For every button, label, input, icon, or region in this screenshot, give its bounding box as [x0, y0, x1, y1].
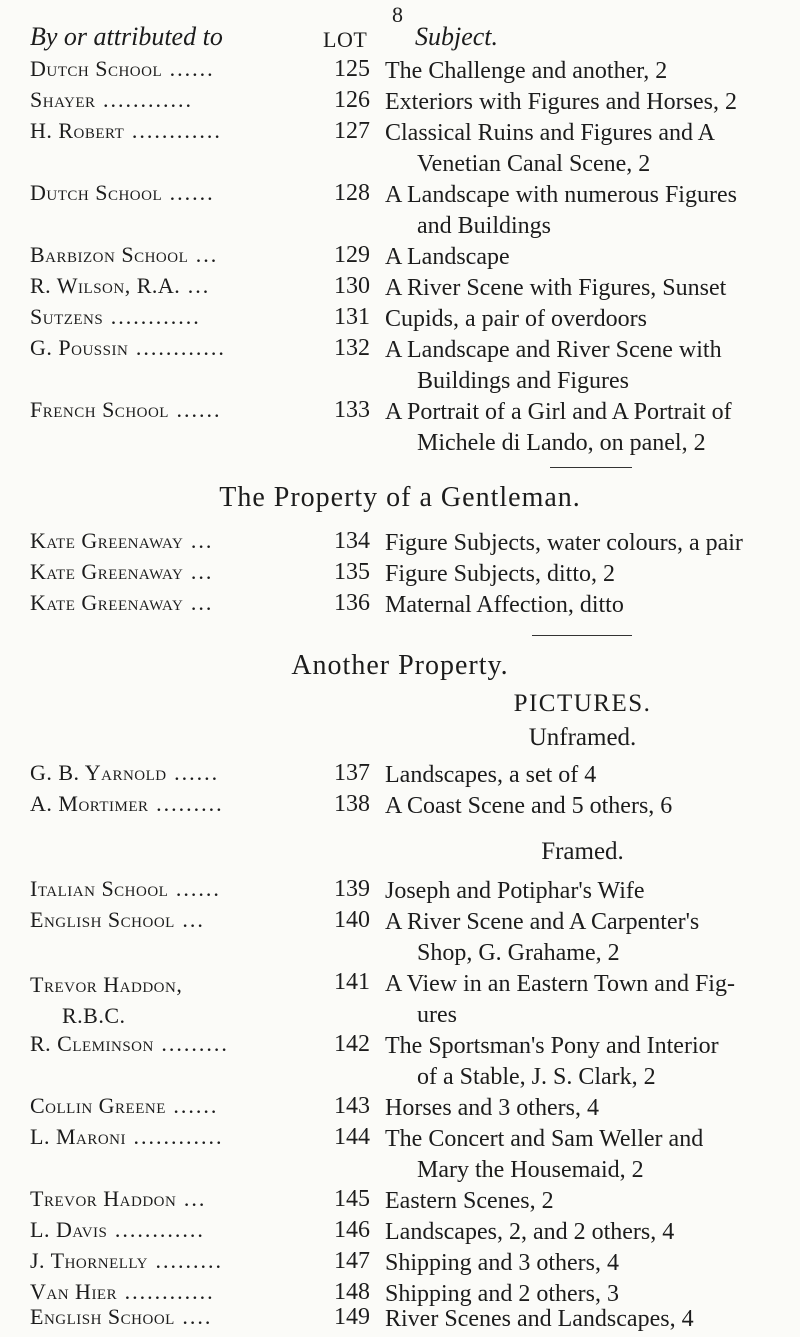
artist-name: Kate Greenaway: [30, 590, 184, 615]
lot-number: 141: [334, 969, 370, 995]
lot-subject: A Coast Scene and 5 others, 6: [385, 793, 673, 819]
lot-subject: The Concert and Sam Weller and Mary the Housemaid, 2: [385, 1126, 704, 1183]
leader-dots: ...: [188, 242, 219, 267]
artist-name: French School: [30, 397, 169, 422]
leader-dots: .........: [147, 1248, 223, 1273]
leader-dots: ............: [103, 304, 201, 329]
artist-name: Italian School: [30, 876, 169, 901]
leader-dots: ............: [117, 1279, 215, 1304]
leader-dots: ............: [124, 118, 222, 143]
artist-name: Shayer: [30, 87, 96, 112]
leader-dots: ......: [168, 397, 222, 422]
lot-number: 139: [334, 876, 370, 902]
page-number: 8: [392, 2, 403, 27]
lot-number: 144: [334, 1124, 370, 1150]
pictures-heading: PICTURES.: [513, 690, 652, 717]
artist-name: Trevor Haddon: [30, 1186, 177, 1211]
leader-dots: ............: [128, 335, 226, 360]
lot-subject: A Portrait of a Girl and A Portrait of Michele di Lando, on panel, 2: [385, 399, 732, 456]
unframed-heading: Unframed.: [528, 724, 637, 751]
lot-number: 128: [334, 180, 370, 206]
lot-number: 135: [334, 559, 370, 585]
artist-name: Sutzens: [30, 304, 104, 329]
lot-number: 131: [334, 304, 370, 330]
leader-dots: ......: [168, 876, 221, 901]
artist-name-continued: R.B.C.: [62, 1003, 126, 1028]
lot-number: 129: [334, 242, 370, 268]
lot-number: 140: [334, 907, 370, 933]
divider-rule: [550, 467, 632, 468]
lot-number: 149: [334, 1304, 370, 1330]
lot-number: 134: [334, 528, 370, 554]
lot-subject: The Sportsman's Pony and Interior of a Stable, J. S. Clark, 2: [385, 1033, 719, 1090]
section-title: The Property of a Gentleman.: [219, 482, 581, 513]
artist-name: L. Maroni: [30, 1124, 126, 1149]
section-title: Another Property.: [291, 650, 509, 681]
lot-subject: Landscapes, a set of 4: [385, 762, 597, 788]
leader-dots: ............: [95, 87, 194, 112]
lot-subject: Classical Ruins and Figures and A Venetian Canal Scene, 2: [385, 120, 715, 177]
lot-subject: Joseph and Potiphar's Wife: [385, 878, 645, 904]
lot-number: 143: [334, 1093, 370, 1119]
lot-number: 136: [334, 590, 370, 616]
leader-dots: ...: [180, 273, 211, 298]
lot-subject: A Landscape: [385, 244, 510, 270]
artist-name: R. Wilson, R.A.: [30, 273, 181, 298]
leader-dots: ......: [166, 760, 220, 785]
lot-number: 126: [334, 87, 370, 113]
artist-name: Kate Greenaway: [30, 528, 184, 553]
lot-subject: Figure Subjects, ditto, 2: [385, 561, 615, 587]
artist-name: J. Thornelly: [30, 1248, 148, 1273]
artist-name: A. Mortimer: [30, 791, 149, 816]
artist-name: English School: [30, 907, 175, 932]
lot-number: 132: [334, 335, 370, 361]
lot-subject: River Scenes and Landscapes, 4: [385, 1306, 694, 1332]
leader-dots: ......: [162, 56, 215, 81]
framed-heading: Framed.: [541, 838, 624, 865]
leader-dots: ...: [183, 559, 214, 584]
artist-name: G. Poussin: [30, 335, 129, 360]
leader-dots: ............: [126, 1124, 224, 1149]
lot-number: 142: [334, 1031, 370, 1057]
leader-dots: ....: [174, 1304, 213, 1329]
artist-name: L. Davis: [30, 1217, 108, 1242]
artist-name: Barbizon School: [30, 242, 189, 267]
artist-name: Dutch School: [30, 180, 163, 205]
artist-name: R. Cleminson: [30, 1031, 154, 1056]
lot-number: 147: [334, 1248, 370, 1274]
lot-number: 146: [334, 1217, 370, 1243]
lot-number: 130: [334, 273, 370, 299]
lot-number: 127: [334, 118, 370, 144]
lot-subject: Shipping and 2 others, 3: [385, 1281, 619, 1307]
artist-name: G. B. Yarnold: [30, 760, 167, 785]
lot-subject: A Landscape with numerous Figures and Buildings: [385, 182, 737, 239]
leader-dots: ......: [162, 180, 215, 205]
leader-dots: .........: [148, 791, 224, 816]
leader-dots: .........: [153, 1031, 229, 1056]
leader-dots: ...: [176, 1186, 207, 1211]
artist-name: H. Robert: [30, 118, 125, 143]
lot-subject: The Challenge and another, 2: [385, 58, 668, 84]
artist-name: Kate Greenaway: [30, 559, 184, 584]
lot-subject: Cupids, a pair of overdoors: [385, 306, 647, 332]
lot-number: 138: [334, 791, 370, 817]
lot-subject: Figure Subjects, water colours, a pair: [385, 530, 743, 556]
artist-name: Van Hier: [30, 1279, 118, 1304]
column-header-subject: Subject.: [415, 22, 499, 51]
lot-number: 125: [334, 56, 370, 82]
artist-name: Dutch School: [30, 56, 163, 81]
lot-subject: Landscapes, 2, and 2 others, 4: [385, 1219, 675, 1245]
lot-number: 148: [334, 1279, 370, 1305]
lot-subject: Exteriors with Figures and Horses, 2: [385, 89, 737, 115]
lot-subject: Shipping and 3 others, 4: [385, 1250, 619, 1276]
lot-subject: A River Scene with Figures, Sunset: [385, 275, 727, 301]
lot-subject: A View in an Eastern Town and Fig- ures: [385, 971, 735, 1028]
artist-name: Collin Greene: [30, 1093, 166, 1118]
artist-name: English School: [30, 1304, 175, 1329]
lot-subject: A River Scene and A Carpenter's Shop, G. Grahame, 2: [385, 909, 700, 966]
artist-name: Trevor Haddon,: [30, 972, 183, 997]
leader-dots: ......: [165, 1093, 219, 1118]
leader-dots: ...: [183, 590, 214, 615]
divider-rule: [532, 635, 632, 636]
leader-dots: ............: [107, 1217, 205, 1242]
leader-dots: ...: [183, 528, 214, 553]
column-header-lot: LOT: [323, 27, 368, 52]
lot-number: 145: [334, 1186, 370, 1212]
lot-number: 133: [334, 397, 370, 423]
column-header-artist: By or attributed to: [30, 22, 223, 51]
leader-dots: ...: [174, 907, 205, 932]
lot-number: 137: [334, 760, 370, 786]
lot-subject: A Landscape and River Scene with Buildings and Figures: [385, 337, 722, 394]
lot-subject: Maternal Affection, ditto: [385, 592, 624, 618]
lot-subject: Horses and 3 others, 4: [385, 1095, 599, 1121]
lot-subject: Eastern Scenes, 2: [385, 1188, 554, 1214]
